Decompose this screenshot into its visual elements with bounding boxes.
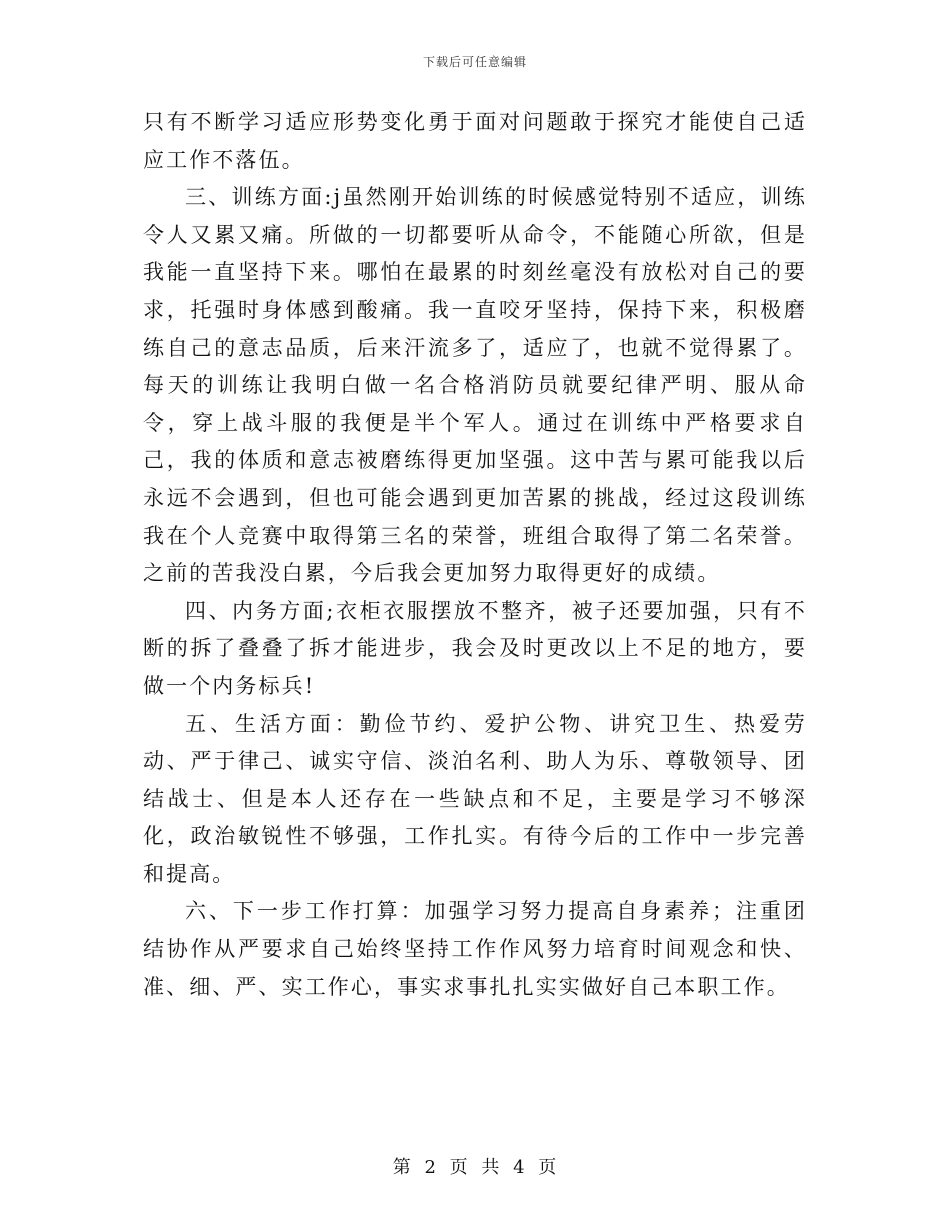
paragraph-housekeeping: 四、内务方面;衣柜衣服摆放不整齐，被子还要加强，只有不断的拆了叠叠了拆才能进步，我会及时更改以上不足的地方，要做一个内务标兵! xyxy=(143,598,807,698)
page-number-footer: 第 2 页 共 4 页 xyxy=(392,1157,558,1178)
page-header: 下载后可任意编辑 xyxy=(422,55,527,69)
document-body xyxy=(143,104,807,1006)
paragraph-continuation: 只有不断学习适应形势变化勇于面对问题敢于探究才能使自己适应工作不落伍。 xyxy=(143,110,807,172)
paragraph-training: 三、训练方面:j虽然刚开始训练的时候感觉特别不适应，训练令人又累又痛。所做的一切都要听从命令，不能随心所欲，但是我能一直坚持下来。哪怕在最累的时刻丝毫没有放松对自己的要求，托强时身体感到酸痛。我一直咬牙坚持，保持下来，积极磨练自己的意志品质，后来汗流多了，适应了，也就不觉得累了。每天的训练让我明白做一名合格消防员就要纪律严明、服从命令，穿上战斗服的我便是半个军人。通过在训练中严格要求自己，我的体质和意志被磨练得更加坚强。这中苦与累可能我以后永远不会遇到，但也可能会遇到更加苦累的挑战，经过这段训练我在个人竞赛中取得第三名的荣誉，班组合取得了第二名荣誉。之前的苦我没白累，今后我会更加努力取得更好的成绩。 xyxy=(143,185,807,586)
paragraph-life: 五、生活方面：勤俭节约、爱护公物、讲究卫生、热爱劳动、严于律己、诚实守信、淡泊名利、助人为乐、尊敬领导、团结战士、但是本人还存在一些缺点和不足，主要是学习不够深化，政治敏锐性不够强，工作扎实。有待今后的工作中一步完善和提高。 xyxy=(143,711,807,886)
paragraph-next-plan: 六、下一步工作打算：加强学习努力提高自身素养；注重团结协作从严要求自己始终坚持工作作风努力培育时间观念和快、准、细、严、实工作心，事实求事扎扎实实做好自己本职工作。 xyxy=(143,899,807,999)
